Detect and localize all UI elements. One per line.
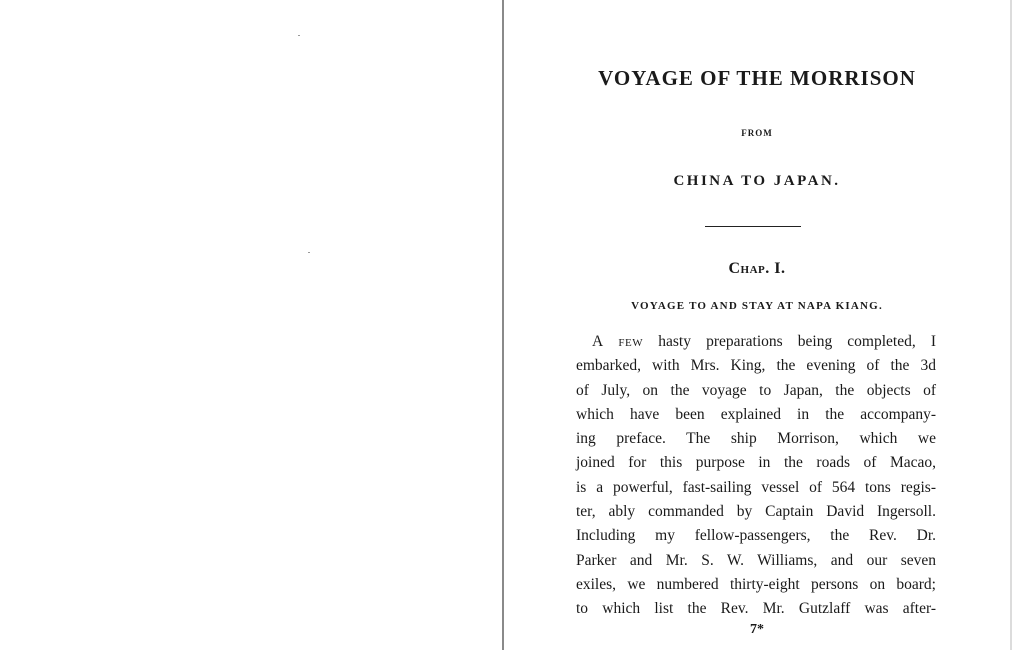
left-page-blank — [0, 0, 502, 650]
book-title: VOYAGE OF THE MORRISON — [598, 66, 916, 90]
right-page — [504, 0, 1010, 650]
text-line: joined for this purpose in the roads of Macao, — [576, 454, 936, 472]
paper-speck — [298, 35, 300, 36]
text-line: to which list the Rev. Mr. Gutzlaff was after- — [576, 600, 936, 618]
title-divider — [705, 226, 801, 227]
chapter-number: Chap. I. — [728, 260, 786, 277]
book-subtitle: CHINA TO JAPAN. — [673, 173, 841, 189]
chapter-heading: VOYAGE TO AND STAY AT NAPA KIANG. — [631, 300, 883, 312]
text-line: embarked, with Mrs. King, the evening of the 3d — [576, 357, 936, 375]
text-line — [576, 330, 936, 354]
text-line: is a powerful, fast-sailing vessel of 564 tons regis- — [576, 478, 936, 496]
from-label: FROM — [741, 128, 773, 138]
text-line: Including my fellow-passengers, the Rev. Dr. — [576, 527, 936, 545]
body-paragraph — [576, 330, 936, 622]
text-line: Parker and Mr. S. W. Williams, and our seven — [576, 551, 936, 569]
paper-speck — [308, 252, 310, 253]
text-line-rest: hasty preparations being completed, I — [643, 333, 936, 350]
text-line: exiles, we numbered thirty-eight persons on board; — [576, 575, 936, 593]
signature-mark: 7* — [750, 622, 764, 637]
opening-small-caps: A few — [592, 333, 644, 350]
text-line: which have been explained in the accompany- — [576, 405, 936, 423]
text-line: ing preface. The ship Morrison, which we — [576, 430, 936, 448]
text-line: ter, ably commanded by Captain David Ingersoll. — [576, 503, 936, 521]
text-line: of July, on the voyage to Japan, the objects of — [576, 381, 936, 399]
